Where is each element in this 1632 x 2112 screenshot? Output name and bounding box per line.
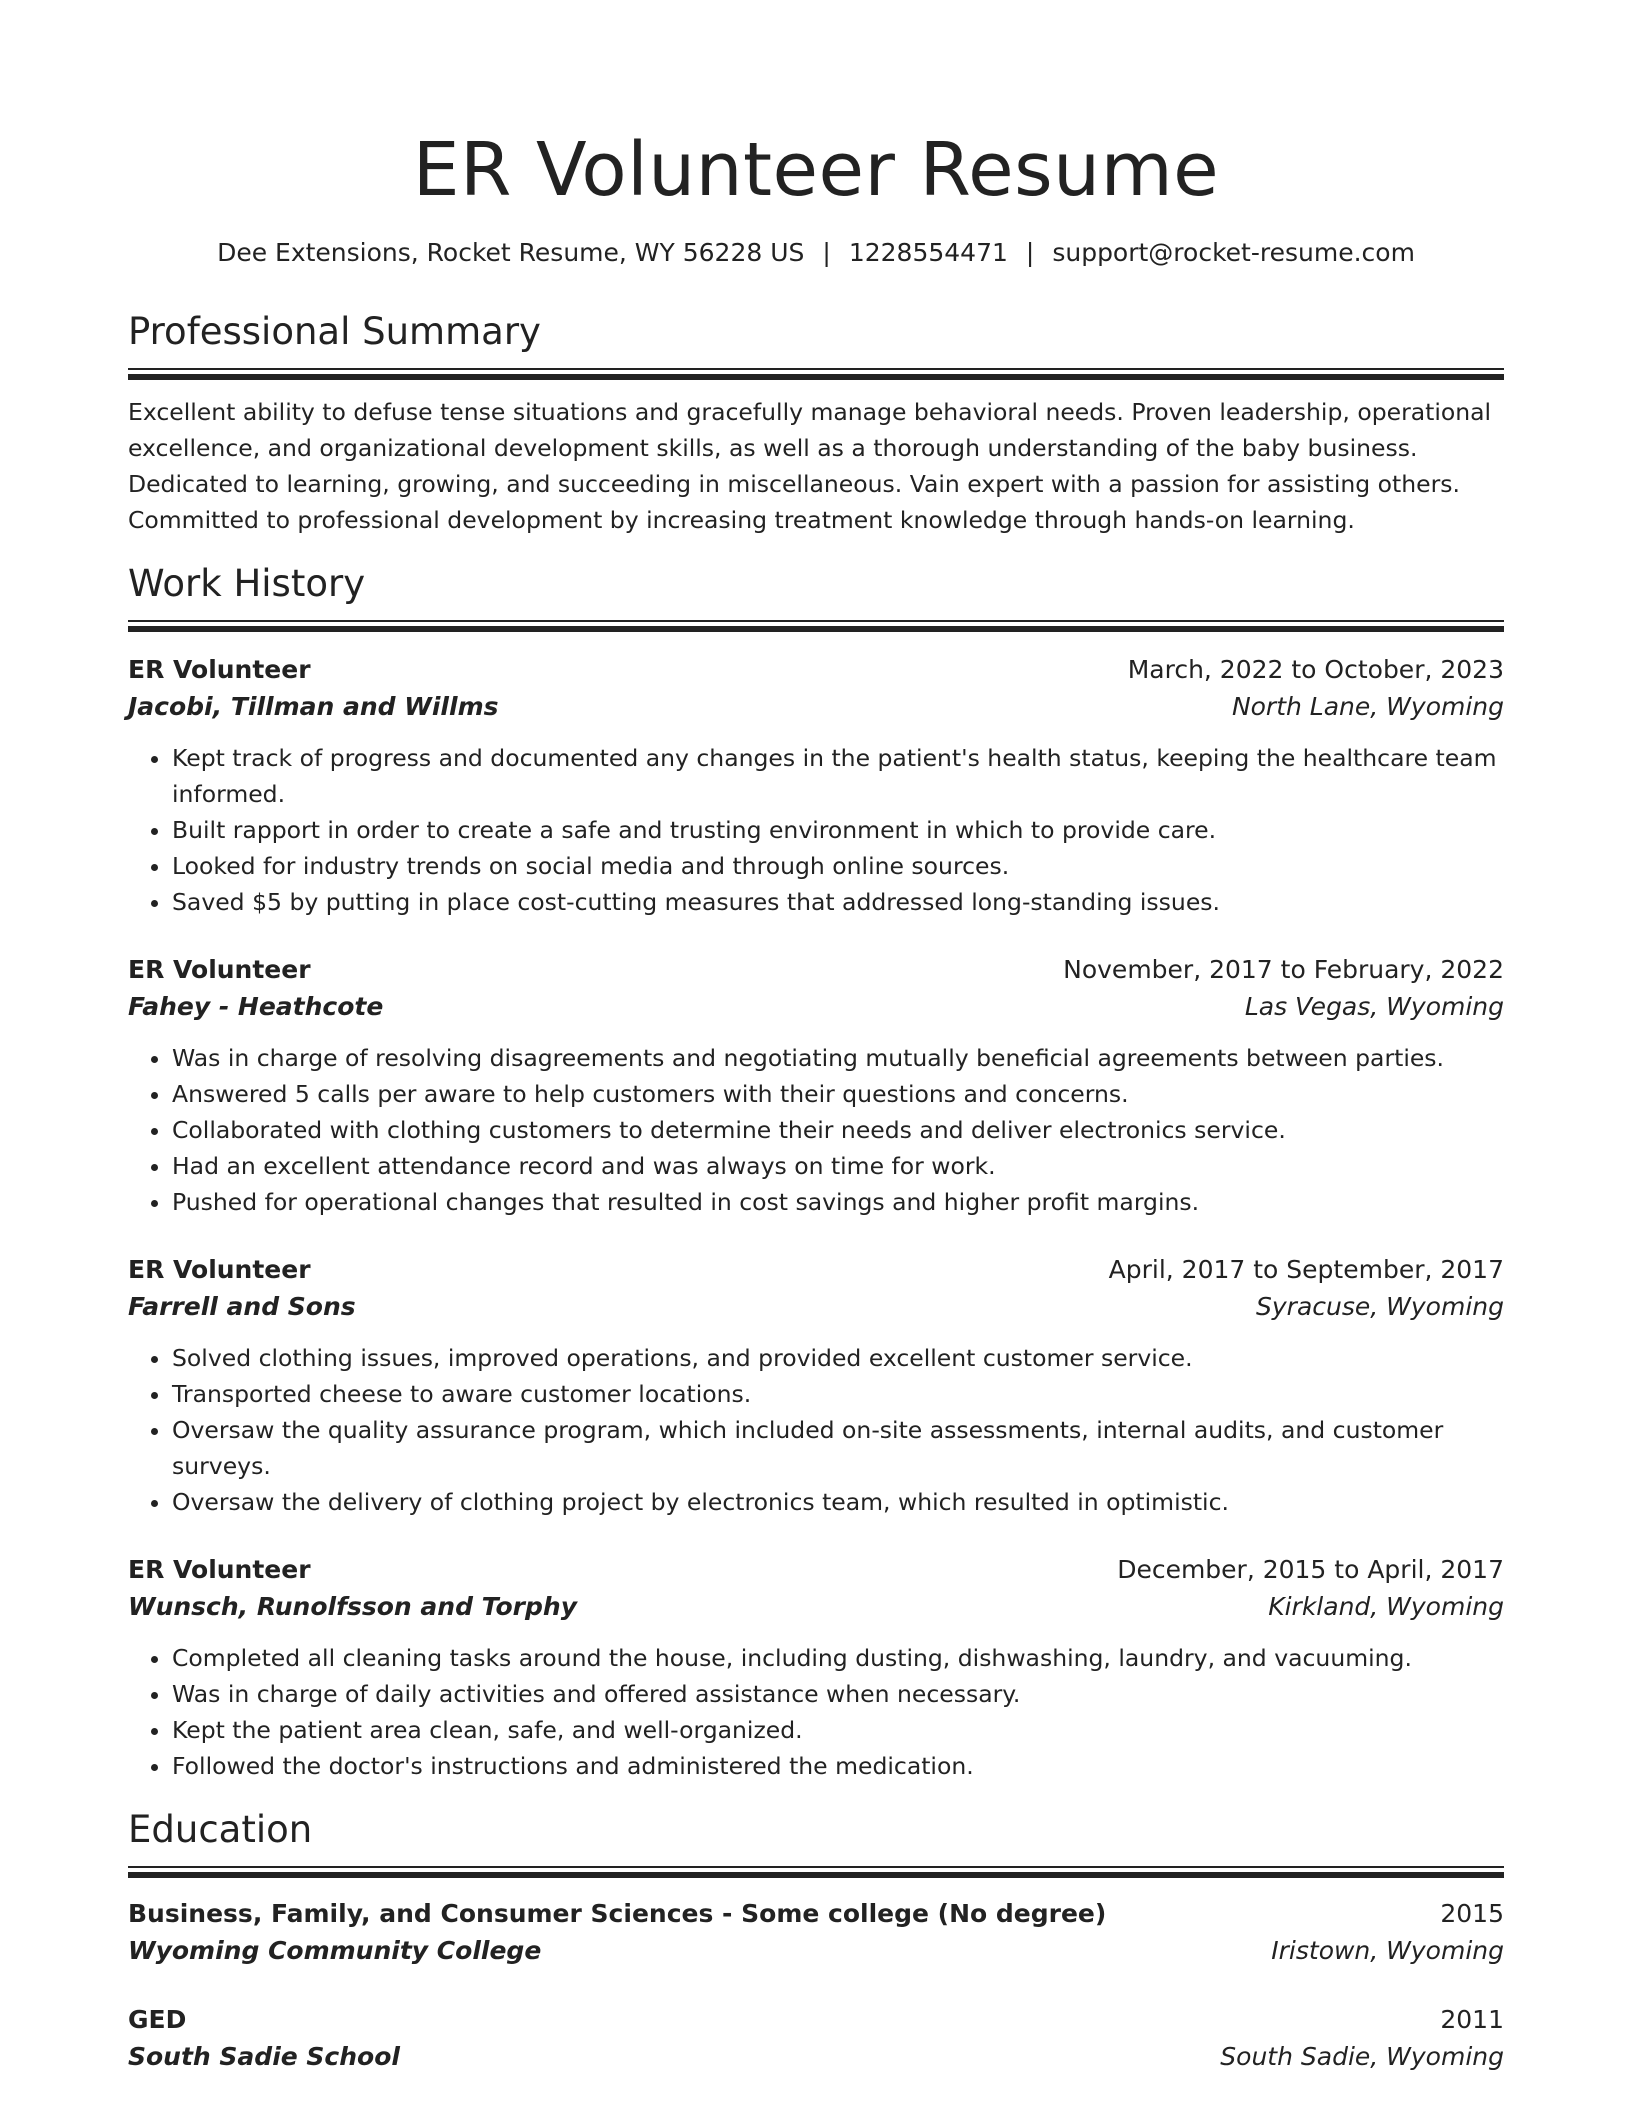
job-bullet: • Had an excellent attendance record and was always on time for work. [172, 1148, 1504, 1184]
job-bullets [128, 740, 1504, 920]
education-location: Iristown, Wyoming [1271, 1936, 1504, 1965]
job-bullets [128, 1340, 1504, 1520]
job-location: Kirkland, Wyoming [1268, 1592, 1504, 1621]
job-bullet: • Followed the doctor's instructions and administered the medication. [172, 1748, 1504, 1784]
job-title: ER Volunteer [128, 955, 311, 984]
job-header-row [128, 1252, 1504, 1288]
education-year: 2011 [1440, 2005, 1504, 2034]
job-entry [128, 1252, 1504, 1520]
education-degree: Business, Family, and Consumer Sciences - Some college (No degree) [128, 1899, 1107, 1928]
job-bullet: • Collaborated with clothing customers to determine their needs and deliver electronics service. [172, 1112, 1504, 1148]
education-school-row [128, 1932, 1504, 1970]
job-bullet: • Transported cheese to aware customer locations. [172, 1376, 1504, 1412]
section-heading-education: Education [128, 1808, 313, 1851]
job-location: North Lane, Wyoming [1231, 692, 1504, 721]
summary-section [128, 308, 1504, 538]
job-header-row [128, 1552, 1504, 1588]
job-bullet: • Answered 5 calls per aware to help customers with their questions and concerns. [172, 1076, 1504, 1112]
job-bullet: • Kept track of progress and documented any changes in the patient's health status, keeping the healthcare team informed. [172, 740, 1504, 812]
section-heading-work-history: Work History [128, 562, 366, 605]
resume-title: ER Volunteer Resume [412, 127, 1220, 213]
education-school: Wyoming Community College [128, 1936, 542, 1965]
job-company: Fahey - Heathcote [128, 992, 384, 1021]
education-location: South Sadie, Wyoming [1220, 2042, 1504, 2071]
job-header-row [128, 952, 1504, 988]
job-company: Jacobi, Tillman and Willms [128, 692, 499, 721]
job-location: Las Vegas, Wyoming [1244, 992, 1504, 1021]
contact-email: support@rocket-resume.com [1052, 238, 1415, 267]
job-dates: March, 2022 to October, 2023 [1127, 655, 1504, 684]
section-divider [128, 1866, 1504, 1876]
job-title: ER Volunteer [128, 1255, 311, 1284]
job-entry [128, 652, 1504, 920]
contact-address: Dee Extensions, Rocket Resume, WY 56228 US [217, 238, 805, 267]
job-bullet: • Solved clothing issues, improved operations, and provided excellent customer service. [172, 1340, 1504, 1376]
job-bullet: • Oversaw the delivery of clothing project by electronics team, which resulted in optimistic. [172, 1484, 1504, 1520]
job-header-row [128, 652, 1504, 688]
job-bullet: • Completed all cleaning tasks around the house, including dusting, dishwashing, laundry, and vacuuming. [172, 1640, 1504, 1676]
job-company: Farrell and Sons [128, 1292, 356, 1321]
education-entry [128, 1896, 1504, 1970]
contact-phone: 1228554471 [848, 238, 1008, 267]
contact-line [128, 236, 1504, 270]
work-history-section [128, 560, 1504, 1784]
job-entry [128, 1552, 1504, 1784]
job-dates: April, 2017 to September, 2017 [1108, 1255, 1504, 1284]
job-entry [128, 952, 1504, 1220]
job-company-row [128, 1588, 1504, 1626]
section-heading-summary: Professional Summary [128, 310, 541, 353]
contact-separator: | [1025, 238, 1035, 267]
job-bullet: • Built rapport in order to create a safe and trusting environment in which to provide care. [172, 812, 1504, 848]
education-entry [128, 2002, 1504, 2076]
contact-separator: | [822, 238, 831, 267]
job-dates: December, 2015 to April, 2017 [1117, 1555, 1504, 1584]
job-dates: November, 2017 to February, 2022 [1063, 955, 1504, 984]
education-year: 2015 [1440, 1899, 1504, 1928]
education-section [128, 1806, 1504, 2076]
summary-text: Excellent ability to defuse tense situations and gracefully manage behavioral needs. Proven leadership, operational excellence, and organizational development skills, as well as a thorough understanding of the baby business. Dedicated to learning, growing, and succeeding in miscellaneous. Vain expert with a passion for assisting others. Committed to professional development by increasing treatment knowledge through hands-on learning. [128, 398, 1492, 534]
section-divider [128, 620, 1504, 630]
job-bullet: • Was in charge of resolving disagreements and negotiating mutually beneficial agreements between parties. [172, 1040, 1504, 1076]
education-header-row [128, 1896, 1504, 1932]
education-school: South Sadie School [128, 2042, 400, 2071]
job-bullet: • Pushed for operational changes that resulted in cost savings and higher profit margins. [172, 1184, 1504, 1220]
job-company: Wunsch, Runolfsson and Torphy [128, 1592, 577, 1621]
job-bullet: • Oversaw the quality assurance program, which included on-site assessments, internal audits, and customer surveys. [172, 1412, 1504, 1484]
job-company-row [128, 988, 1504, 1026]
job-bullet: • Kept the patient area clean, safe, and well-organized. [172, 1712, 1504, 1748]
education-header-row [128, 2002, 1504, 2038]
job-bullets [128, 1640, 1504, 1784]
education-degree: GED [128, 2005, 187, 2034]
education-school-row [128, 2038, 1504, 2076]
job-bullet: • Saved $5 by putting in place cost-cutting measures that addressed long-standing issues. [172, 884, 1504, 920]
job-bullets [128, 1040, 1504, 1220]
job-bullet: • Looked for industry trends on social media and through online sources. [172, 848, 1504, 884]
job-title: ER Volunteer [128, 1555, 311, 1584]
job-bullet: • Was in charge of daily activities and offered assistance when necessary. [172, 1676, 1504, 1712]
job-title: ER Volunteer [128, 655, 311, 684]
job-location: Syracuse, Wyoming [1256, 1292, 1504, 1321]
job-company-row [128, 1288, 1504, 1326]
job-company-row [128, 688, 1504, 726]
section-divider [128, 368, 1504, 378]
